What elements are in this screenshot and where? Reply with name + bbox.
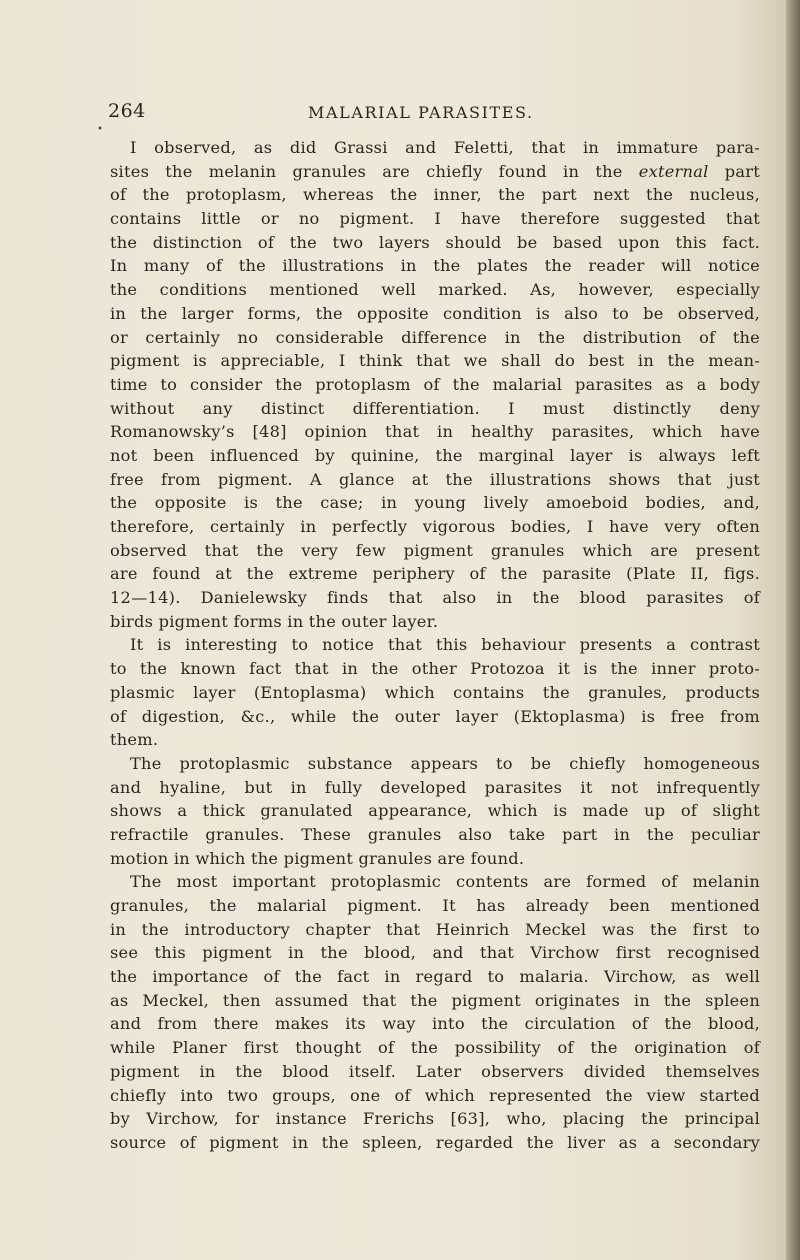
text-line: to the known fact that in the other Protozoa it is the inner proto- [110, 659, 760, 679]
text-line [110, 160, 760, 184]
text-line: by Virchow, for instance Frerichs [63], who, placing the principal [110, 1109, 760, 1129]
page-binding-edge [786, 0, 800, 1260]
text-line: chiefly into two groups, one of which represented the view started [110, 1085, 760, 1105]
text-line: the conditions mentioned well marked. As, however, especially [110, 280, 760, 300]
text-line: plasmic layer (Entoplasma) which contains the granules, products [110, 682, 760, 702]
text-line: refractile granules. These granules also take part in the peculiar [110, 824, 760, 844]
paragraph-1 [110, 136, 760, 633]
text-line: without any distinct differentiation. I must distinctly deny [110, 398, 760, 418]
text-line: I observed, as did Grassi and Feletti, that in immature para- [130, 138, 760, 157]
text-line: in the introductory chapter that Heinrich Meckel was the first to [110, 919, 760, 939]
emphasized-word: external [638, 161, 709, 181]
text-line: In many of the illustrations in the plates the reader will notice [110, 256, 760, 276]
text-line: The protoplasmic substance appears to be chiefly homogeneous [130, 753, 760, 773]
paragraph-3 [110, 752, 760, 870]
text-line: while Planer first thought of the possibility of the origination of [110, 1038, 760, 1058]
paragraph-2 [110, 633, 760, 751]
text-line: shows a thick granulated appearance, which is made up of slight [110, 801, 760, 821]
text-line: in the larger forms, the opposite condition is also to be observed, [110, 303, 760, 323]
text-line: time to consider the protoplasm of the malarial parasites as a body [110, 374, 760, 394]
text-line: of digestion, &c., while the outer layer (Ektoplasma) is free from [110, 706, 760, 726]
text-line: motion in which the pigment granules are found. [110, 848, 525, 868]
text-line: The most important protoplasmic contents are formed of melanin [130, 872, 760, 892]
text-run: sites the melanin granules are chiefly found in the [110, 161, 639, 181]
text-line: pigment in the blood itself. Later observers divided themselves [110, 1061, 760, 1081]
text-line: free from pigment. A glance at the illustrations shows that just [110, 469, 760, 489]
text-line: birds pigment forms in the outer layer. [110, 611, 439, 631]
body-text [110, 136, 760, 1155]
text-line: see this pigment in the blood, and that Virchow first recognised [110, 943, 760, 963]
text-line: the distinction of the two layers should be based upon this fact. [110, 232, 760, 252]
text-line: and hyaline, but in fully developed parasites it not infrequently [110, 777, 760, 797]
page-header [108, 100, 758, 126]
text-line: and from there makes its way into the circulation of the blood, [110, 1014, 760, 1034]
text-line: not been influenced by quinine, the marginal layer is always left [110, 445, 760, 465]
page-number: 264 [108, 100, 146, 122]
text-line: the opposite is the case; in young lively amoeboid bodies, and, [110, 493, 760, 513]
text-line: It is interesting to notice that this behaviour presents a contrast [130, 635, 760, 655]
text-line: contains little or no pigment. I have therefore suggested that [110, 209, 760, 229]
paragraph-4 [110, 870, 760, 1154]
text-line: 12—14). Danielewsky finds that also in the blood parasites of [110, 588, 760, 608]
text-line: Romanowsky’s [48] opinion that in healthy parasites, which have [110, 422, 760, 442]
text-line: source of pigment in the spleen, regarded the liver as a secondary [110, 1132, 760, 1152]
text-line: the importance of the fact in regard to malaria. Virchow, as well [110, 967, 760, 987]
text-line: of the protoplasm, whereas the inner, the part next the nucleus, [110, 185, 760, 205]
text-line: observed that the very few pigment granules which are present [110, 540, 760, 560]
text-line: granules, the malarial pigment. It has already been mentioned [110, 896, 760, 915]
running-head: MALARIAL PARASITES. [308, 103, 534, 122]
text-line: are found at the extreme periphery of the parasite (Plate II, figs. [110, 564, 760, 584]
text-run: part [708, 161, 760, 181]
text-line: pigment is appreciable, I think that we shall do best in the mean- [110, 351, 760, 371]
text-line: or certainly no considerable difference in the distribution of the [110, 327, 760, 347]
stray-ink-mark: • [97, 124, 103, 135]
text-line: therefore, certainly in perfectly vigorous bodies, I have very often [110, 517, 760, 536]
text-line: them. [110, 730, 159, 750]
text-line: as Meckel, then assumed that the pigment originates in the spleen [110, 990, 760, 1010]
